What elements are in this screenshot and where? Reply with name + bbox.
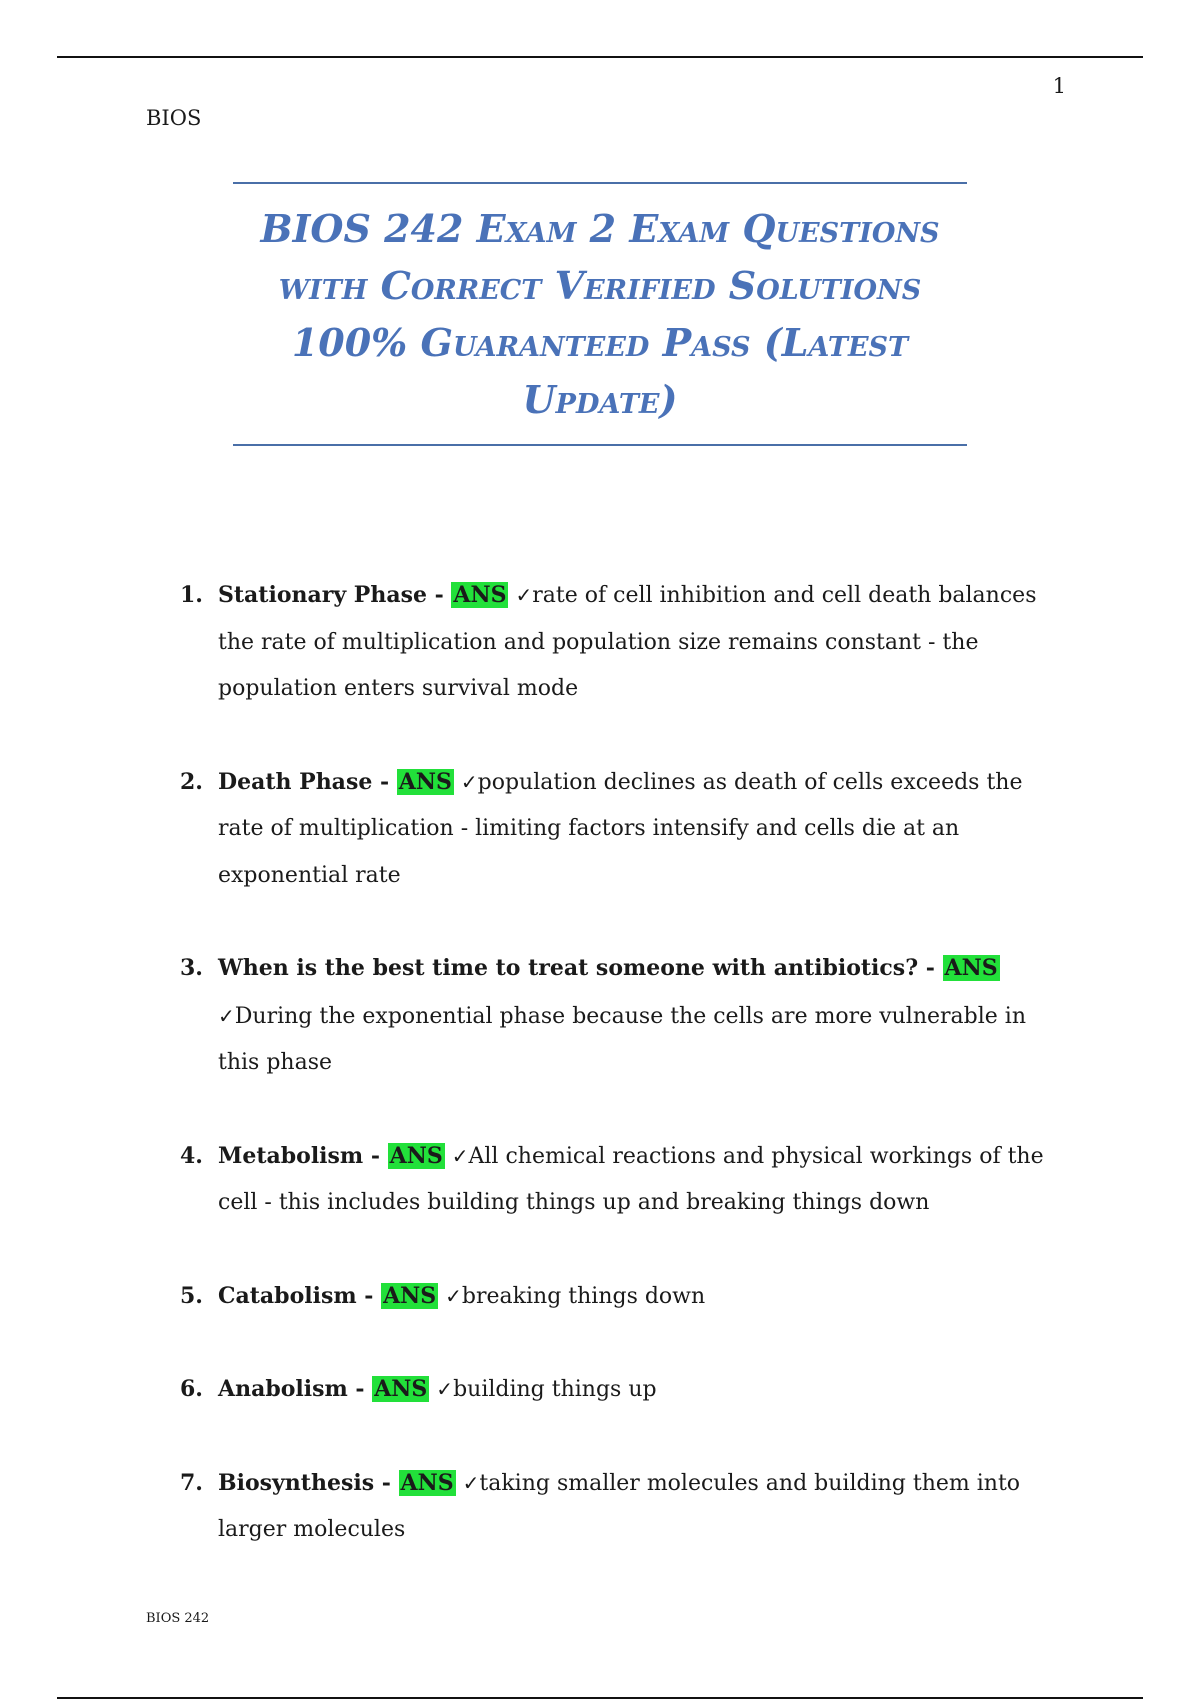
answer-text: building things up (453, 1377, 657, 1402)
title-line-1: BIOS 242 Exam 2 Exam Questions (260, 206, 940, 251)
question-number: 7. (180, 1469, 203, 1496)
question-number: 1. (180, 582, 203, 608)
question-term: Stationary Phase - (218, 582, 452, 608)
question-term: Death Phase - (218, 768, 397, 795)
question-number: 6. (180, 1376, 203, 1402)
question-number: 3. (180, 955, 203, 981)
question-number: 5. (180, 1282, 203, 1309)
page-bottom-rule (57, 1697, 1143, 1699)
check-icon: ✓ (445, 1283, 462, 1308)
answer-text: During the exponential phase because the cells are more vulnerable in this phase (218, 1003, 1027, 1075)
question-item (180, 1366, 1060, 1414)
question-item (180, 945, 1060, 1087)
check-icon: ✓ (218, 1003, 235, 1028)
document-title (233, 200, 967, 428)
answer-text: taking smaller molecules and building them into larger molecules (218, 1470, 1021, 1542)
answer-tag: ANS (453, 582, 507, 608)
check-icon: ✓ (451, 1143, 469, 1168)
question-item (180, 1133, 1060, 1227)
answer-tag: ANS (398, 768, 452, 795)
header-label: BIOS (146, 106, 202, 130)
title-rule-bottom (233, 444, 967, 446)
check-icon: ✓ (462, 1470, 480, 1495)
answer-text: rate of cell inhibition and cell death balances the rate of multiplication and population size remains constant - the population enters survival mode (218, 583, 1037, 701)
question-term: Metabolism - (218, 1142, 388, 1169)
answer-text: population declines as death of cells exceeds the rate of multiplication - limiting factors intensify and cells die at an exponential rate (218, 769, 1023, 888)
title-line-3: 100% Guaranteed Pass (Latest (291, 320, 909, 365)
check-icon: ✓ (436, 1377, 454, 1401)
answer-tag: ANS (374, 1376, 428, 1402)
question-term: Biosynthesis - (218, 1469, 399, 1496)
page-number: 1 (1052, 74, 1066, 98)
check-icon: ✓ (460, 769, 478, 794)
title-line-2: with Correct Verified Solutions (278, 263, 922, 308)
answer-tag: ANS (400, 1469, 454, 1496)
question-item (180, 572, 1060, 713)
title-rule-top (233, 182, 967, 184)
question-number: 4. (180, 1142, 203, 1169)
title-line-4: Update) (522, 377, 678, 422)
answer-tag: ANS (383, 1282, 437, 1309)
question-item (180, 1460, 1060, 1554)
answer-tag: ANS (944, 955, 998, 981)
question-item (180, 759, 1060, 900)
answer-text: breaking things down (461, 1283, 706, 1309)
question-item (180, 1273, 1060, 1321)
question-number: 2. (180, 768, 203, 795)
question-list (180, 572, 1060, 1600)
question-term: When is the best time to treat someone with antibiotics? - (218, 955, 943, 981)
footer-label: BIOS 242 (146, 1611, 210, 1626)
question-term: Catabolism - (218, 1282, 382, 1309)
check-icon: ✓ (515, 583, 533, 607)
answer-text: All chemical reactions and physical workings of the cell - this includes building things up and breaking things down (218, 1143, 1044, 1215)
answer-tag: ANS (389, 1142, 443, 1169)
page-top-rule (57, 56, 1143, 58)
question-term: Anabolism - (218, 1376, 373, 1402)
